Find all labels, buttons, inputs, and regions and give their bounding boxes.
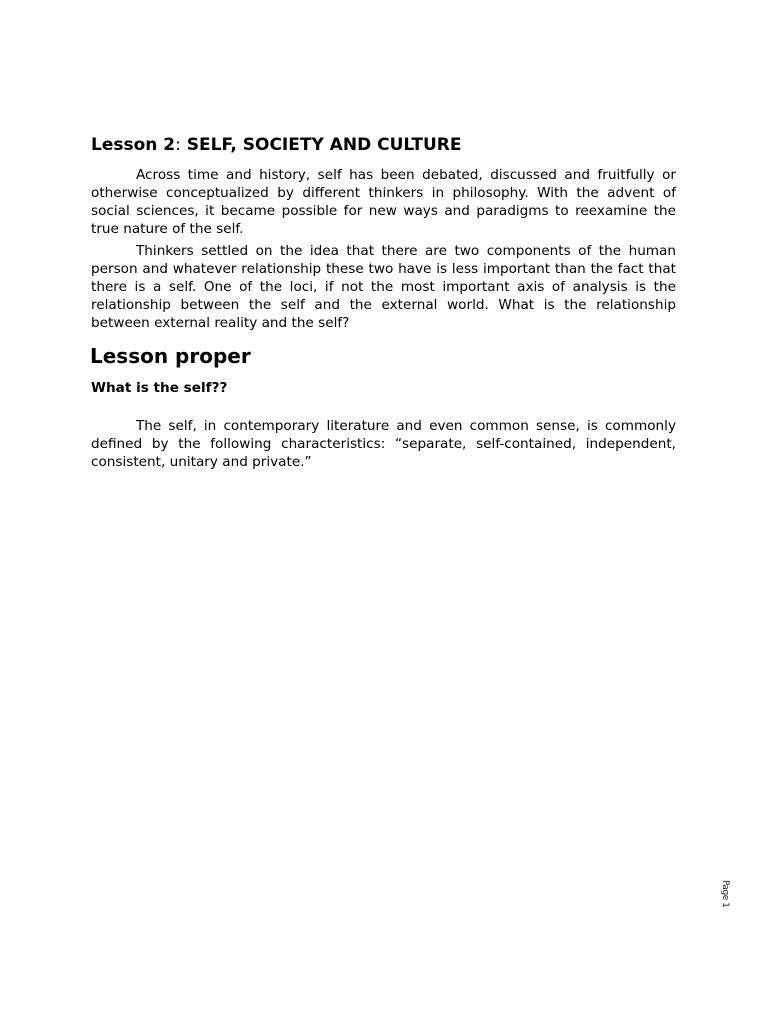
lesson-title <box>91 134 676 156</box>
page-number-marker <box>719 880 731 924</box>
intro-paragraph-1: Across time and history, self has been debated, discussed and fruitfully or otherwise conceptualized by different thinkers in philosophy. With the advent of social sciences, it became possible for new ways and paradigms to reexamine the true nature of the self. <box>91 167 676 237</box>
page-number-text: Page 1 <box>720 880 730 908</box>
body-paragraph: The self, in contemporary literature and even common sense, is commonly defined by the following characteristics: “separate, self-contained, independent, consistent, unitary and private.” <box>91 418 676 470</box>
section-heading: Lesson proper <box>90 344 251 368</box>
document-content <box>91 134 676 475</box>
sub-heading: What is the self?? <box>91 380 228 396</box>
intro-paragraph-2: Thinkers settled on the idea that there are two components of the human person and whatever relationship these two have is less important than the fact that there is a self. One of the loci, if not the most important axis of analysis is the relationship between the self and the external world. What is the relationship between external reality and the self? <box>91 243 676 331</box>
lesson-title-main: SELF, SOCIETY AND CULTURE <box>186 135 462 155</box>
lesson-title-prefix: Lesson 2 <box>91 135 176 155</box>
lesson-title-separator: : <box>175 135 181 155</box>
